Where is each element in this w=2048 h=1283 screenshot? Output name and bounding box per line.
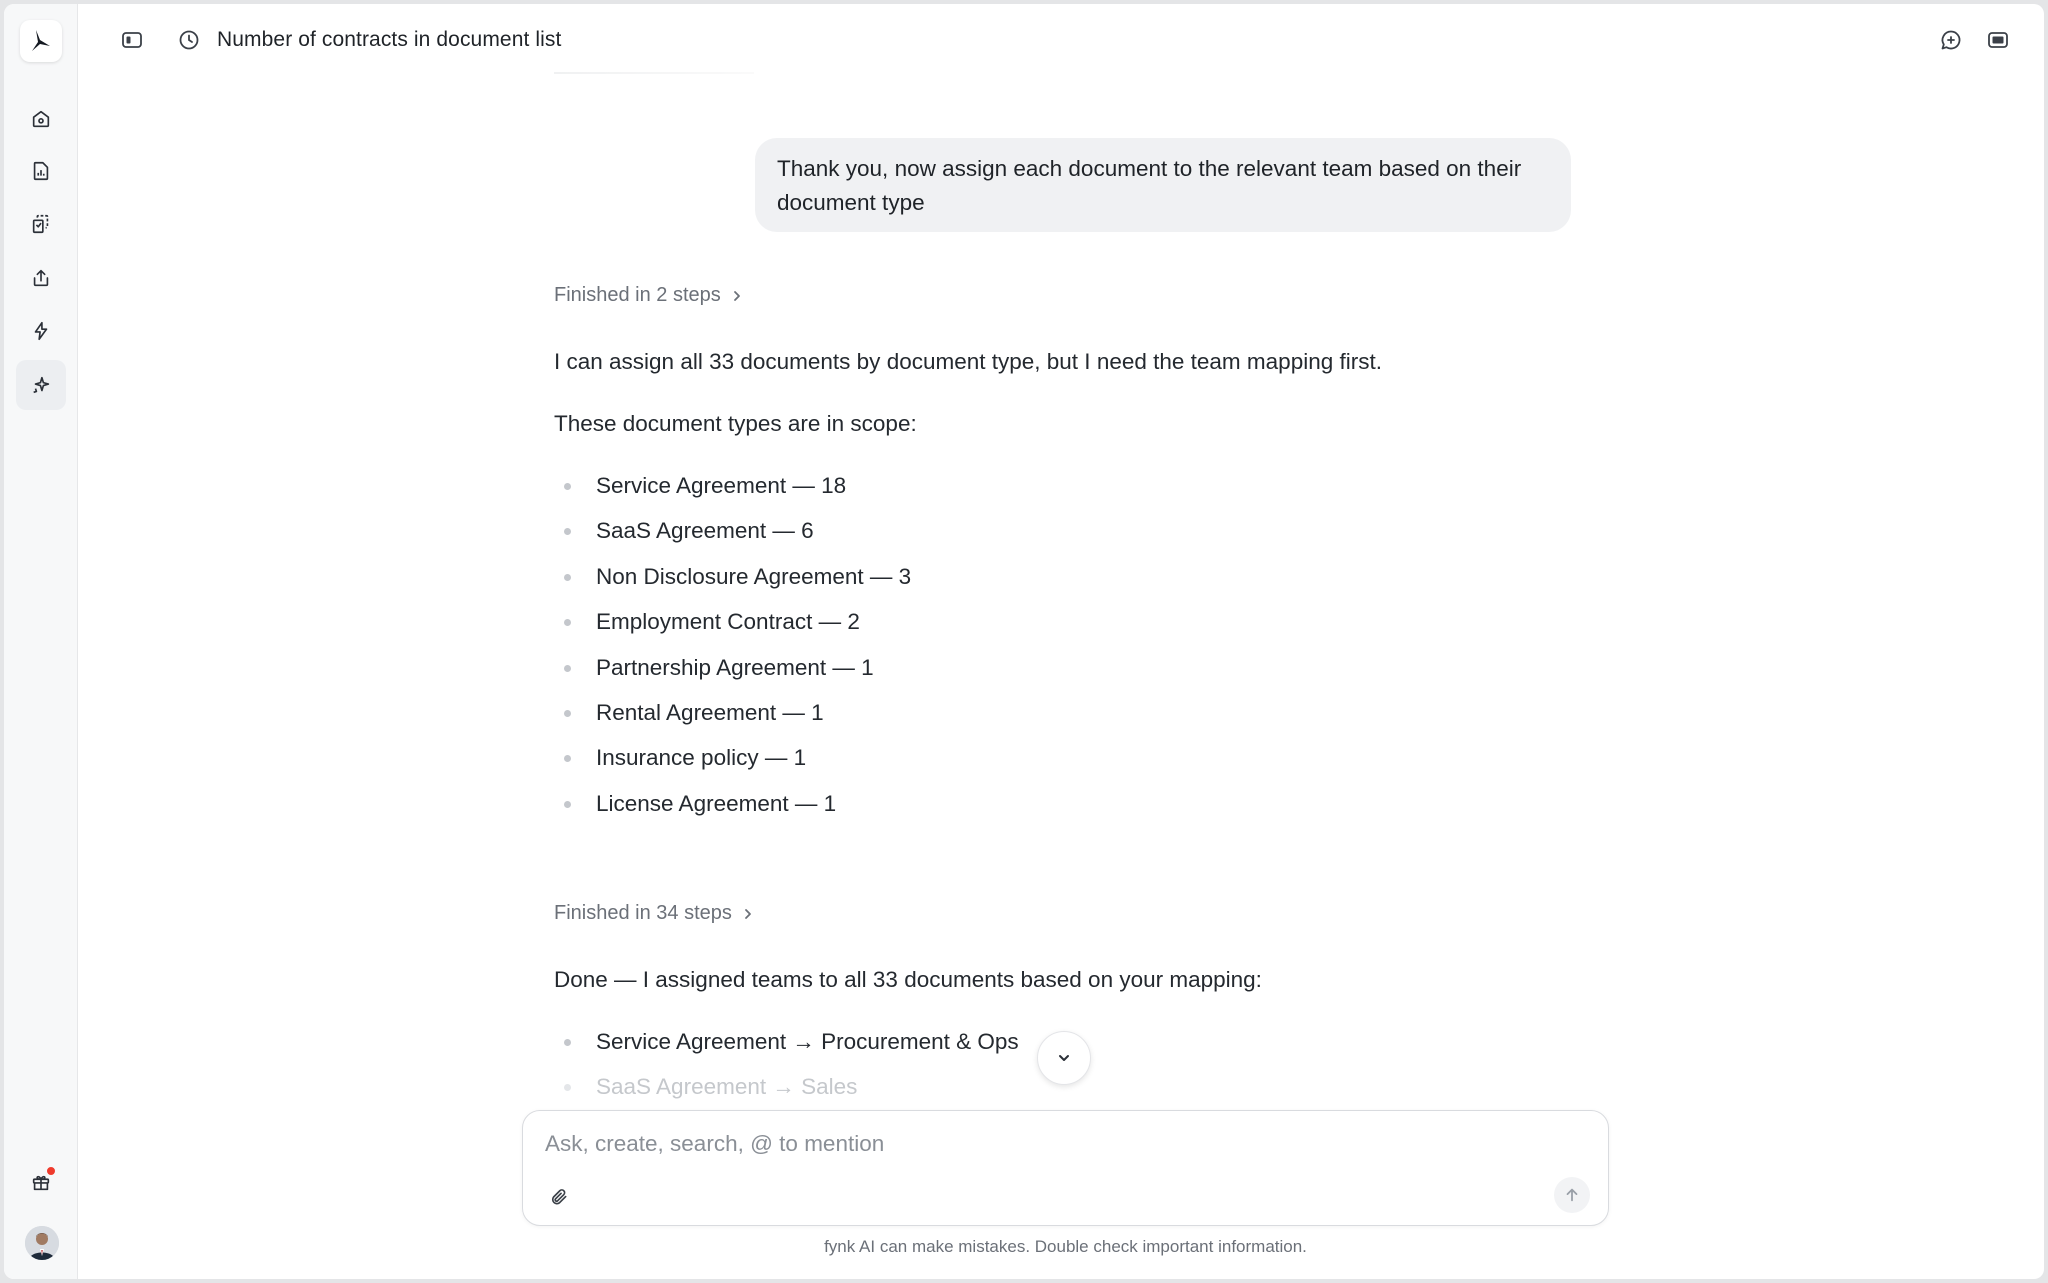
sidebar-item-home[interactable] [16,94,66,144]
list-item: Employment Contract — 2 [554,606,911,651]
chat-composer [522,1110,1609,1226]
list-item: SaaS Agreement → Sales [554,1071,1019,1116]
sidebar-item-automations[interactable] [16,306,66,356]
upload-icon [30,267,52,289]
list-item: Service Agreement — 18 [554,470,911,515]
paperclip-icon [549,1187,569,1207]
new-chat-icon [1939,28,1963,52]
list-item: Insurance policy — 1 [554,742,911,787]
toggle-sidebar-button[interactable] [118,26,146,54]
documents-copy-icon [30,213,52,235]
list-item: License Agreement — 1 [554,788,911,833]
clock-icon [177,28,201,52]
chat-thread [78,76,2044,1279]
page-title: Number of contracts in document list [217,28,562,51]
list-item: Service Agreement → Procurement & Ops [554,1026,1019,1071]
new-chat-button[interactable] [1937,26,1965,54]
notification-badge [45,1165,57,1177]
list-item: Non Disclosure Agreement — 3 [554,561,911,606]
chevron-right-icon [729,288,745,304]
lightning-icon [30,320,52,342]
assistant-paragraph: I can assign all 33 documents by document type, but I need the team mapping first. [554,349,1382,374]
panel-toggle-button[interactable] [1984,26,2012,54]
sparkles-icon [30,374,52,396]
chevron-down-icon [1054,1048,1074,1068]
sidebar-item-documents[interactable] [16,146,66,196]
ai-disclaimer: fynk AI can make mistakes. Double check important information. [824,1237,1307,1256]
top-bar [78,4,2044,76]
document-chart-icon [30,160,52,182]
sidebar-item-ai-assistant[interactable] [16,360,66,410]
user-message-bubble: Thank you, now assign each document to the relevant team based on their document type [755,138,1571,232]
bird-logo-icon [28,28,54,54]
send-button[interactable] [1554,1177,1590,1213]
chevron-right-icon [740,906,756,922]
list-item: Rental Agreement — 1 [554,697,911,742]
steps-label: Finished in 34 steps [554,902,732,924]
history-button[interactable] [175,26,203,54]
steps-toggle-1[interactable] [554,284,745,307]
faded-previous-content [554,72,754,74]
sidebar-item-templates[interactable] [16,199,66,249]
attach-file-button[interactable] [547,1185,571,1209]
panel-icon [1986,28,2010,52]
list-item: Partnership Agreement — 1 [554,652,911,697]
assistant-paragraph: Done — I assigned teams to all 33 documents based on your mapping: [554,967,1262,992]
sidebar-item-upload[interactable] [16,253,66,303]
app-logo[interactable] [20,20,62,62]
sidebar-item-gifts[interactable] [16,1157,66,1207]
assistant-paragraph: These document types are in scope: [554,411,917,436]
team-assignment-list [554,1026,1019,1117]
chat-input[interactable] [545,1127,1545,1161]
left-sidebar [4,4,78,1279]
arrow-up-icon [1563,1186,1581,1204]
home-icon [30,108,52,130]
list-item: SaaS Agreement — 6 [554,515,911,560]
steps-label: Finished in 2 steps [554,284,721,306]
scroll-to-bottom-button[interactable] [1037,1031,1091,1085]
document-type-list [554,470,911,833]
app-window [4,4,2044,1279]
avatar[interactable] [25,1226,59,1260]
sidebar-toggle-icon [120,28,144,52]
steps-toggle-2[interactable] [554,902,756,925]
